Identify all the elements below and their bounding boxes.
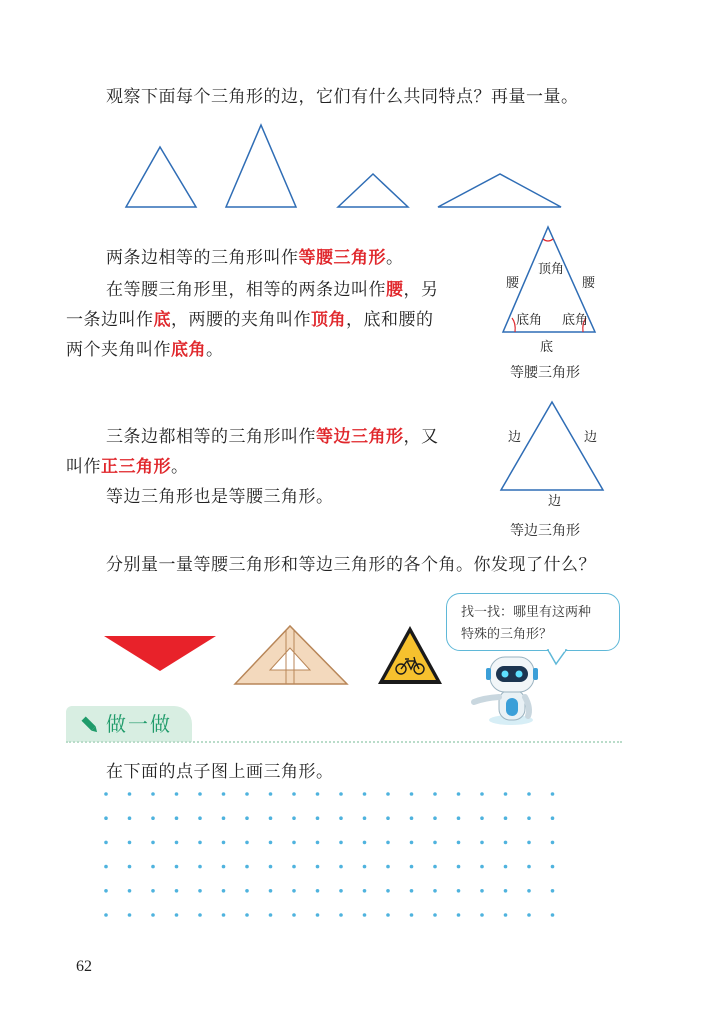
grid-dot[interactable] xyxy=(433,865,437,869)
grid-dot[interactable] xyxy=(104,865,108,869)
grid-dot[interactable] xyxy=(316,865,320,869)
text-segment: ，另 xyxy=(403,280,439,300)
grid-dot[interactable] xyxy=(339,865,343,869)
grid-dot[interactable] xyxy=(198,889,202,893)
page-number: 62 xyxy=(76,958,92,975)
grid-dot[interactable] xyxy=(292,865,296,869)
grid-dot[interactable] xyxy=(269,841,273,845)
text-segment: 。 xyxy=(206,340,224,360)
grid-dot[interactable] xyxy=(104,792,108,796)
grid-dot[interactable] xyxy=(410,865,414,869)
grid-dot[interactable] xyxy=(292,816,296,820)
grid-dot[interactable] xyxy=(269,792,273,796)
grid-dot[interactable] xyxy=(151,792,155,796)
text-segment: 。 xyxy=(386,248,404,268)
label-base-angle-left: 底角 xyxy=(516,313,543,328)
grid-dot[interactable] xyxy=(269,913,273,917)
grid-dot[interactable] xyxy=(504,816,508,820)
grid-dot[interactable] xyxy=(269,865,273,869)
grid-dot[interactable] xyxy=(480,816,484,820)
label-leg-right: 腰 xyxy=(582,276,596,291)
grid-dot[interactable] xyxy=(292,889,296,893)
grid-dot[interactable] xyxy=(480,792,484,796)
grid-dot[interactable] xyxy=(104,816,108,820)
grid-dot[interactable] xyxy=(222,792,226,796)
grid-dot[interactable] xyxy=(316,792,320,796)
grid-dot[interactable] xyxy=(175,792,179,796)
grid-dot[interactable] xyxy=(104,913,108,917)
grid-dot[interactable] xyxy=(245,816,249,820)
grid-dot[interactable] xyxy=(316,841,320,845)
grid-dot[interactable] xyxy=(386,841,390,845)
intro-text: 观察下面每个三角形的边，它们有什么共同特点？再量一量。 xyxy=(106,87,579,107)
grid-dot[interactable] xyxy=(245,865,249,869)
grid-dot[interactable] xyxy=(386,889,390,893)
grid-dot[interactable] xyxy=(339,816,343,820)
grid-dot[interactable] xyxy=(551,865,555,869)
grid-dot[interactable] xyxy=(175,816,179,820)
grid-dot[interactable] xyxy=(269,889,273,893)
grid-dot[interactable] xyxy=(128,889,132,893)
term-equilateral: 等边三角形 xyxy=(316,427,404,447)
grid-dot[interactable] xyxy=(410,913,414,917)
label-side-bottom: 边 xyxy=(548,494,562,509)
grid-dot[interactable] xyxy=(504,841,508,845)
grid-dot[interactable] xyxy=(433,889,437,893)
label-base-angle-right: 底角 xyxy=(562,313,589,328)
grid-dot[interactable] xyxy=(175,841,179,845)
grid-dot[interactable] xyxy=(410,889,414,893)
grid-dot[interactable] xyxy=(433,913,437,917)
label-side-left: 边 xyxy=(508,430,522,445)
grid-dot[interactable] xyxy=(504,913,508,917)
grid-dot[interactable] xyxy=(457,889,461,893)
grid-dot[interactable] xyxy=(175,889,179,893)
grid-dot[interactable] xyxy=(410,816,414,820)
grid-dot[interactable] xyxy=(292,913,296,917)
grid-dot[interactable] xyxy=(363,792,367,796)
grid-dot[interactable] xyxy=(128,841,132,845)
grid-dot[interactable] xyxy=(292,841,296,845)
grid-dot[interactable] xyxy=(480,841,484,845)
text-segment: 两个夹角叫作 xyxy=(66,340,171,360)
bubble-line-1: 找一找：哪里有这两种 xyxy=(461,605,592,620)
grid-dot[interactable] xyxy=(316,816,320,820)
term-regular-triangle: 正三角形 xyxy=(101,457,171,477)
label-leg-left: 腰 xyxy=(506,276,520,291)
grid-dot[interactable] xyxy=(245,792,249,796)
grid-dot[interactable] xyxy=(292,792,296,796)
grid-dot[interactable] xyxy=(245,913,249,917)
grid-dot[interactable] xyxy=(222,913,226,917)
grid-dot[interactable] xyxy=(128,816,132,820)
grid-dot[interactable] xyxy=(339,841,343,845)
grid-dot[interactable] xyxy=(386,816,390,820)
text-segment: 在等腰三角形里，相等的两条边叫作 xyxy=(106,280,386,300)
grid-dot[interactable] xyxy=(457,792,461,796)
grid-dot[interactable] xyxy=(363,889,367,893)
grid-dot[interactable] xyxy=(198,816,202,820)
grid-dot[interactable] xyxy=(316,913,320,917)
grid-dot[interactable] xyxy=(339,913,343,917)
term-isosceles: 等腰三角形 xyxy=(298,248,386,268)
label-apex-angle: 顶角 xyxy=(538,262,565,277)
grid-dot[interactable] xyxy=(410,792,414,796)
grid-dot[interactable] xyxy=(551,792,555,796)
grid-dot[interactable] xyxy=(128,913,132,917)
grid-dot[interactable] xyxy=(151,841,155,845)
grid-dot[interactable] xyxy=(527,841,531,845)
grid-dot[interactable] xyxy=(363,816,367,820)
text-segment: ，两腰的夹角叫作 xyxy=(171,310,311,330)
grid-dot[interactable] xyxy=(175,913,179,917)
grid-dot[interactable] xyxy=(457,913,461,917)
text-segment: ，底和腰的 xyxy=(346,310,434,330)
grid-dot[interactable] xyxy=(504,792,508,796)
grid-dot[interactable] xyxy=(433,841,437,845)
grid-dot[interactable] xyxy=(410,841,414,845)
grid-dot[interactable] xyxy=(104,841,108,845)
grid-dot[interactable] xyxy=(339,889,343,893)
grid-dot[interactable] xyxy=(504,865,508,869)
grid-dot[interactable] xyxy=(386,865,390,869)
grid-dot[interactable] xyxy=(245,889,249,893)
grid-dot[interactable] xyxy=(433,792,437,796)
text-segment: 叫作 xyxy=(66,457,101,477)
grid-dot[interactable] xyxy=(527,913,531,917)
grid-dot[interactable] xyxy=(151,889,155,893)
grid-dot[interactable] xyxy=(551,816,555,820)
grid-dot[interactable] xyxy=(175,865,179,869)
grid-dot[interactable] xyxy=(128,865,132,869)
isosceles-caption: 等腰三角形 xyxy=(510,365,580,381)
term-base-angle: 底角 xyxy=(171,340,206,360)
grid-dot[interactable] xyxy=(363,865,367,869)
text-segment: 一条边叫作 xyxy=(66,310,154,330)
term-leg: 腰 xyxy=(386,280,404,300)
grid-dot[interactable] xyxy=(363,913,367,917)
grid-dot[interactable] xyxy=(457,865,461,869)
grid-dot[interactable] xyxy=(457,841,461,845)
grid-dot[interactable] xyxy=(480,865,484,869)
grid-dot[interactable] xyxy=(386,913,390,917)
activity-text: 在下面的点子图上画三角形。 xyxy=(106,762,334,782)
grid-dot[interactable] xyxy=(527,816,531,820)
equilateral-line-3: 等边三角形也是等腰三角形。 xyxy=(106,487,334,507)
text-segment: 。 xyxy=(171,457,189,477)
grid-dot[interactable] xyxy=(551,841,555,845)
label-side-right: 边 xyxy=(584,430,598,445)
grid-dot[interactable] xyxy=(527,865,531,869)
grid-dot[interactable] xyxy=(527,792,531,796)
measure-text: 分别量一量等腰三角形和等边三角形的各个角。你发现了什么？ xyxy=(106,555,596,575)
grid-dot[interactable] xyxy=(551,889,555,893)
activity-label: 做一做 xyxy=(106,712,172,736)
grid-dot[interactable] xyxy=(245,841,249,845)
term-apex-angle: 顶角 xyxy=(311,310,346,330)
label-base: 底 xyxy=(540,340,554,355)
text-segment: 三条边都相等的三角形叫作 xyxy=(106,427,316,447)
grid-dot[interactable] xyxy=(198,913,202,917)
grid-dot[interactable] xyxy=(104,889,108,893)
text-segment: 两条边相等的三角形叫作 xyxy=(106,248,299,268)
grid-dot[interactable] xyxy=(198,865,202,869)
equilateral-caption: 等边三角形 xyxy=(510,523,580,539)
grid-dot[interactable] xyxy=(480,889,484,893)
grid-dot[interactable] xyxy=(457,816,461,820)
grid-dot[interactable] xyxy=(527,889,531,893)
grid-dot[interactable] xyxy=(316,889,320,893)
grid-dot[interactable] xyxy=(222,889,226,893)
grid-dot[interactable] xyxy=(222,841,226,845)
grid-dot[interactable] xyxy=(151,816,155,820)
grid-dot[interactable] xyxy=(339,792,343,796)
grid-dot[interactable] xyxy=(198,841,202,845)
term-base: 底 xyxy=(153,310,171,330)
grid-dot[interactable] xyxy=(128,792,132,796)
grid-dot[interactable] xyxy=(386,792,390,796)
grid-dot[interactable] xyxy=(551,913,555,917)
grid-dot[interactable] xyxy=(222,816,226,820)
grid-dot[interactable] xyxy=(504,889,508,893)
grid-dot[interactable] xyxy=(433,816,437,820)
text-segment: ，又 xyxy=(403,427,439,447)
grid-dot[interactable] xyxy=(151,913,155,917)
bubble-line-2: 特殊的三角形？ xyxy=(461,627,553,642)
grid-dot[interactable] xyxy=(480,913,484,917)
grid-dot[interactable] xyxy=(151,865,155,869)
grid-dot[interactable] xyxy=(269,816,273,820)
grid-dot[interactable] xyxy=(222,865,226,869)
grid-dot[interactable] xyxy=(198,792,202,796)
grid-dot[interactable] xyxy=(363,841,367,845)
